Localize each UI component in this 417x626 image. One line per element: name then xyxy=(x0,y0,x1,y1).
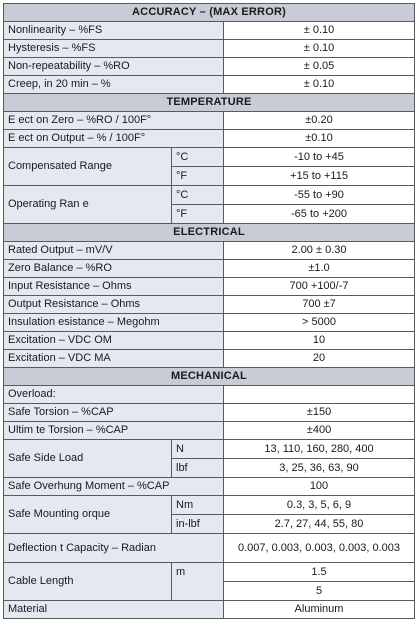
row-label: Input Resistance – Ohms xyxy=(4,278,224,296)
row-label: Output Resistance – Ohms xyxy=(4,296,224,314)
unit-label: °C xyxy=(172,186,224,205)
table-row xyxy=(4,242,415,260)
row-value: ±0.10 xyxy=(224,130,415,148)
row-value: ±400 xyxy=(224,422,415,440)
row-value: 2.7, 27, 44, 55, 80 xyxy=(224,515,415,534)
table-row xyxy=(4,278,415,296)
table-row xyxy=(4,478,415,496)
row-label: Operating Ran e xyxy=(4,186,172,224)
table-row xyxy=(4,40,415,58)
row-value: ± 0.05 xyxy=(224,58,415,76)
table-row xyxy=(4,563,415,582)
row-label: Excitation – VDC MA xyxy=(4,350,224,368)
table-row xyxy=(4,22,415,40)
row-label: Ultim te Torsion – %CAP xyxy=(4,422,224,440)
table-row xyxy=(4,112,415,130)
table-row xyxy=(4,404,415,422)
unit-label: °F xyxy=(172,205,224,224)
table-row xyxy=(4,422,415,440)
row-value: > 5000 xyxy=(224,314,415,332)
row-value: ± 0.10 xyxy=(224,40,415,58)
row-label: Hysteresis – %FS xyxy=(4,40,224,58)
unit-label: °C xyxy=(172,148,224,167)
row-value: 13, 110, 160, 280, 400 xyxy=(224,440,415,459)
row-value: 100 xyxy=(224,478,415,496)
row-value: ± 0.10 xyxy=(224,22,415,40)
spec-table xyxy=(3,3,415,619)
table-row xyxy=(4,496,415,515)
row-value: -55 to +90 xyxy=(224,186,415,205)
table-row xyxy=(4,534,415,563)
row-value: 0.3, 3, 5, 6, 9 xyxy=(224,496,415,515)
table-row xyxy=(4,440,415,459)
table-row xyxy=(4,148,415,167)
row-label: Material xyxy=(4,601,224,619)
unit-label: °F xyxy=(172,167,224,186)
table-row xyxy=(4,296,415,314)
table-row xyxy=(4,314,415,332)
section-temperature: TEMPERATURE xyxy=(4,94,415,112)
row-label: Safe Mounting orque xyxy=(4,496,172,534)
section-accuracy: ACCURACY – (MAX ERROR) xyxy=(4,4,415,22)
row-label: Non-repeatability – %RO xyxy=(4,58,224,76)
row-value: 2.00 ± 0.30 xyxy=(224,242,415,260)
unit-label: N xyxy=(172,440,224,459)
row-label: Nonlinearity – %FS xyxy=(4,22,224,40)
row-value: ± 0.10 xyxy=(224,76,415,94)
section-mechanical: MECHANICAL xyxy=(4,368,415,386)
row-value: 700 ±7 xyxy=(224,296,415,314)
row-label: Zero Balance – %RO xyxy=(4,260,224,278)
row-value: 0.007, 0.003, 0.003, 0.003, 0.003 xyxy=(224,534,415,563)
row-value: -10 to +45 xyxy=(224,148,415,167)
row-label: Safe Overhung Moment – %CAP xyxy=(4,478,224,496)
row-label: Creep, in 20 min – % xyxy=(4,76,224,94)
row-value: -65 to +200 xyxy=(224,205,415,224)
row-label: Compensated Range xyxy=(4,148,172,186)
row-label: Excitation – VDC OM xyxy=(4,332,224,350)
row-value: 10 xyxy=(224,332,415,350)
row-label: Safe Torsion – %CAP xyxy=(4,404,224,422)
row-value: 5 xyxy=(224,582,415,601)
row-value: +15 to +115 xyxy=(224,167,415,186)
table-row xyxy=(4,130,415,148)
row-value: 20 xyxy=(224,350,415,368)
row-label: E ect on Output – % / 100F° xyxy=(4,130,224,148)
row-value xyxy=(224,386,415,404)
table-row xyxy=(4,386,415,404)
row-value: Aluminum xyxy=(224,601,415,619)
table-row xyxy=(4,186,415,205)
unit-label: lbf xyxy=(172,459,224,478)
row-label: Cable Length xyxy=(4,563,172,601)
table-row xyxy=(4,76,415,94)
unit-label: m xyxy=(172,563,224,601)
row-label: E ect on Zero – %RO / 100F° xyxy=(4,112,224,130)
table-row xyxy=(4,260,415,278)
row-value: 3, 25, 36, 63, 90 xyxy=(224,459,415,478)
row-label: Rated Output – mV/V xyxy=(4,242,224,260)
table-row xyxy=(4,601,415,619)
row-label: Safe Side Load xyxy=(4,440,172,478)
row-value: 1.5 xyxy=(224,563,415,582)
unit-label: in-lbf xyxy=(172,515,224,534)
row-label: Deflection t Capacity – Radian xyxy=(4,534,224,563)
table-row xyxy=(4,332,415,350)
section-electrical: ELECTRICAL xyxy=(4,224,415,242)
row-value: 700 +100/-7 xyxy=(224,278,415,296)
unit-label: Nm xyxy=(172,496,224,515)
row-value: ±150 xyxy=(224,404,415,422)
row-label: Overload: xyxy=(4,386,224,404)
row-value: ±1.0 xyxy=(224,260,415,278)
row-value: ±0.20 xyxy=(224,112,415,130)
table-row xyxy=(4,58,415,76)
row-label: Insulation esistance – Megohm xyxy=(4,314,224,332)
table-row xyxy=(4,350,415,368)
